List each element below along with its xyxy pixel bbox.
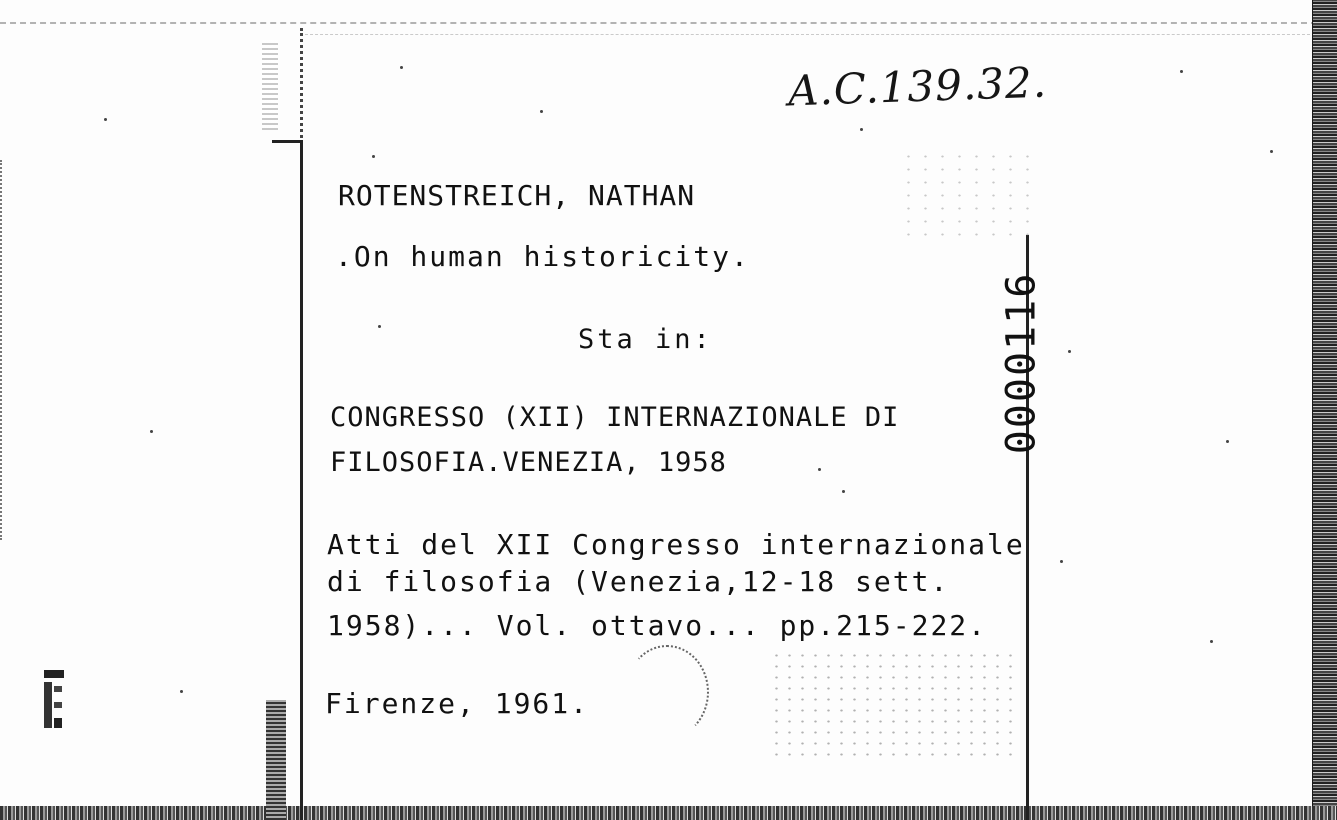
proceedings-line2: di filosofia (Venezia,12-18 sett.	[327, 565, 950, 598]
author-heading: ROTENSTREICH, NATHAN	[338, 179, 696, 212]
scan-speck	[842, 490, 845, 493]
scan-right-edge	[1313, 0, 1337, 820]
scan-speck	[1270, 150, 1273, 153]
scan-noise-bottom	[770, 650, 1020, 760]
proceedings-line1: Atti del XII Congresso internazionale	[327, 528, 1025, 561]
scan-speck	[372, 155, 375, 158]
imprint: Firenze, 1961.	[325, 687, 590, 720]
scan-top-border	[0, 22, 1337, 24]
scan-speck	[378, 325, 381, 328]
congress-heading-line2: FILOSOFIA.VENEZIA, 1958	[330, 447, 727, 478]
inventory-number: 0000116	[998, 271, 1045, 455]
scan-noise-top	[900, 150, 1030, 240]
scan-left-edge	[0, 160, 6, 540]
scan-speck	[1210, 640, 1213, 643]
scan-speck	[104, 118, 107, 121]
shelfmark: A.C.139.32.	[787, 57, 1048, 116]
contained-in-label: Sta in:	[578, 324, 713, 355]
card-notch	[272, 28, 303, 143]
scan-speck	[818, 468, 821, 471]
scan-speck	[860, 128, 863, 131]
congress-heading-line1: CONGRESSO (XII) INTERNAZIONALE DI	[330, 402, 900, 433]
scan-speck	[1068, 350, 1071, 353]
scan-speck	[150, 430, 153, 433]
proceedings-line3: 1958)... Vol. ottavo... pp.215-222.	[327, 609, 988, 642]
scan-speck	[1226, 440, 1229, 443]
faded-stamp	[625, 645, 709, 739]
scan-speck	[1180, 70, 1183, 73]
scan-top-border-secondary	[300, 34, 1315, 35]
scan-speck	[1060, 560, 1063, 563]
scan-speck	[540, 110, 543, 113]
work-title: .On human historicity.	[335, 240, 750, 273]
scan-speck	[180, 690, 183, 693]
scan-speck	[400, 66, 403, 69]
margin-mark-icon	[42, 668, 66, 732]
card-bottom-tab	[266, 700, 286, 820]
